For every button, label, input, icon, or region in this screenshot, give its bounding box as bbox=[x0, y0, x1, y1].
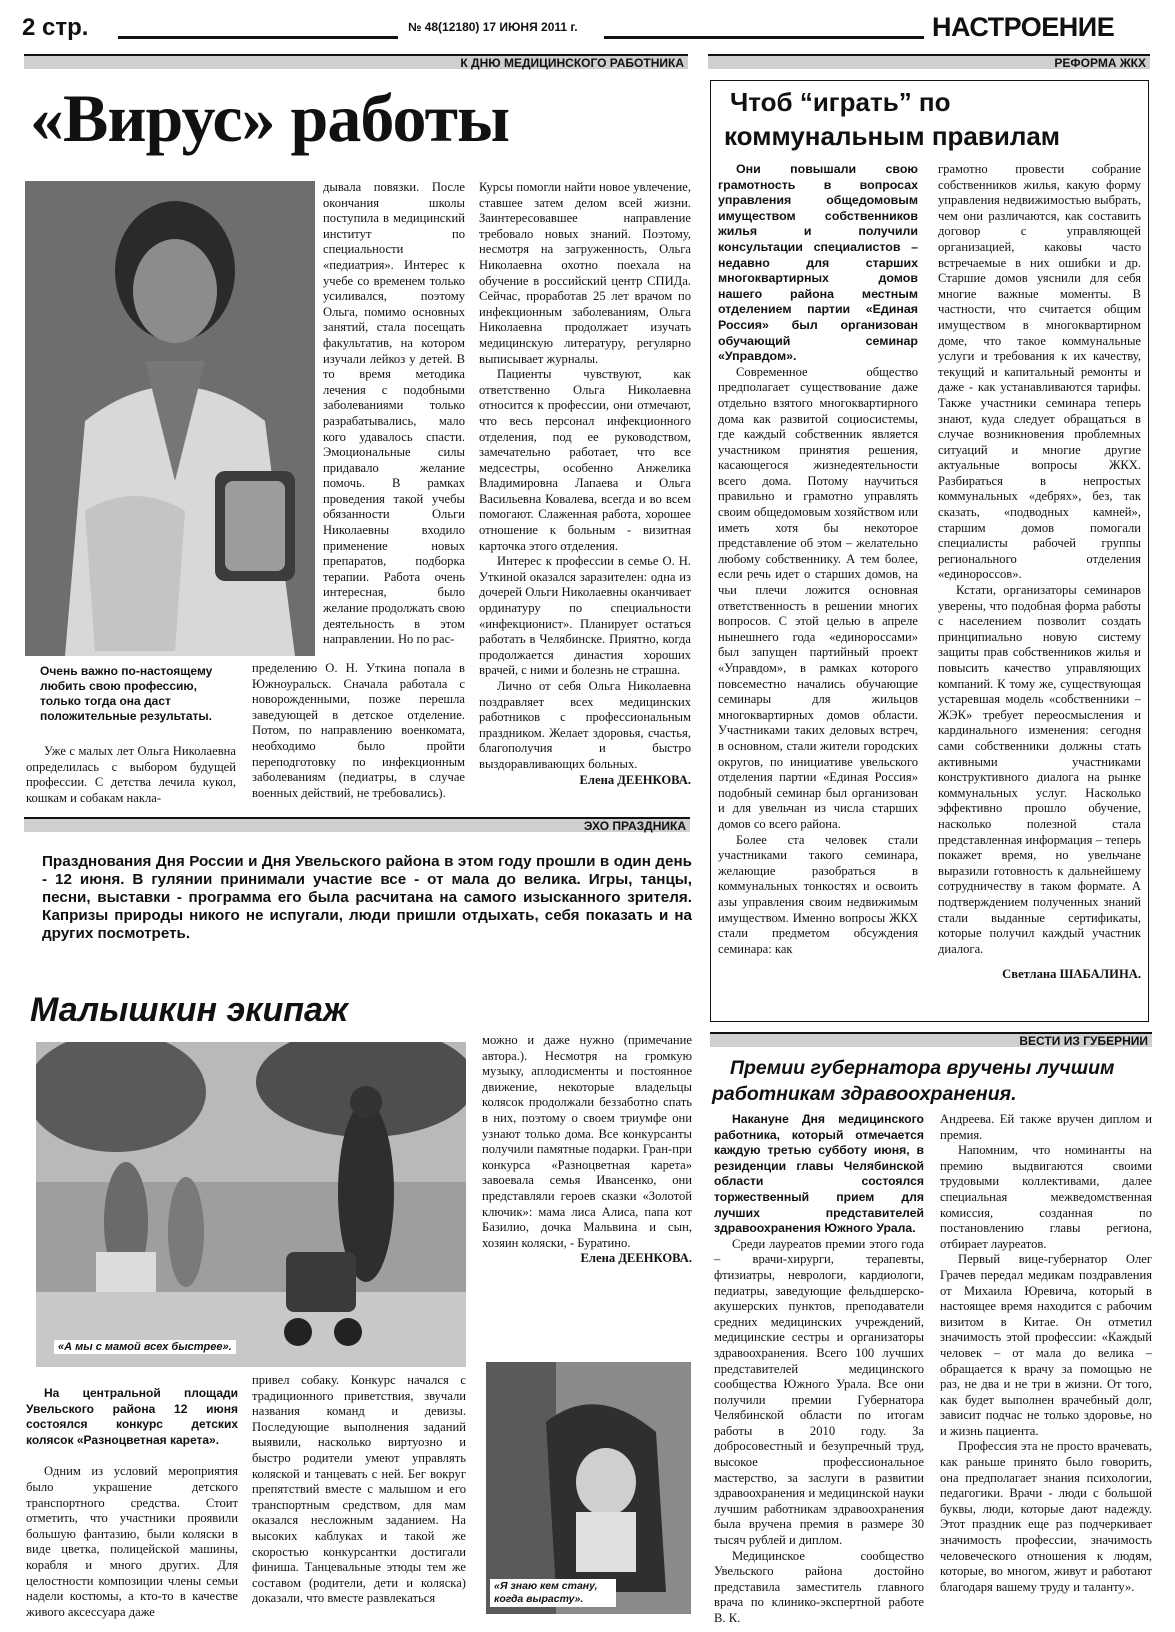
article4-col-top-text: можно и даже нужно (примечание автора.). Несмотря на громкую музыку, аплодисменты и постоянное движение, некоторые владельцы колясок продолжали беззаботно спать в них, поэтому о своем триумфе они узнают только дома. Все конкурсанты получили памятные подарки. Гран-при конкурса «Разноцветная карета» завоевала семья Ивансенко, они представляли героев сказки «Золотой ключик»: мама лиса Алиса, папа кот Базилио, дочка Мальвина и сын, хозяин коляски, - Буратино. bbox=[482, 1033, 692, 1250]
section-title: НАСТРОЕНИЕ bbox=[932, 12, 1115, 42]
article1-col1 bbox=[26, 744, 236, 804]
article1-col3 bbox=[479, 180, 691, 808]
article1-col1-text: Уже с малых лет Ольга Николаевна определилась с выбором будущей профессии. С детства лечила кукол, кошкам и собакам накла- bbox=[26, 744, 236, 804]
governor-title-line2: работникам здравоохранения. bbox=[712, 1083, 1017, 1105]
rubric-housing-reform: РЕФОРМА ЖКХ bbox=[708, 54, 1150, 69]
child-stroller-caption: «Я знаю кем стану, когда вырасту». bbox=[490, 1579, 616, 1607]
article4-title: Малышкин экипаж bbox=[30, 991, 348, 1029]
article1-col3-p1: Курсы помогли найти новое увлечение, ставшее затем делом всей жизни. Заинтересовавшее направление требовало новых знаний. Поэтому, несмотря на загруженность, Ольга Николаевна охотно поехала на обучение в российский центр СПИДа. Сейчас, проработав 25 лет врачом по инфекционным заболеваниям, Ольга Николаевна продолжает изучать медицинскую литературу, регулярно выписывает журналы. bbox=[479, 180, 691, 366]
housing-author: Светлана ШАБАЛИНА. bbox=[1002, 967, 1141, 982]
governor-title-line1: Премии губернатора вручены лучшим bbox=[730, 1057, 1115, 1079]
article1-col2b bbox=[252, 661, 465, 803]
article1-title: «Вирус» работы bbox=[30, 80, 510, 156]
stroller-parade-photo bbox=[36, 1042, 466, 1367]
governor-col1-p2: Медицинское сообщество Увельского района достойно представила заместитель главного врача по клинико-экспертной работе В. К. bbox=[714, 1548, 924, 1625]
housing-col2 bbox=[938, 162, 1141, 1014]
governor-col2-p3: Профессия эта не просто врачевать, как раньше принято было говорить, она предполагает знания психологии, педагогики. Врачи - люди с большой буквы, люди, которые дают надежду. Этот праздник еще раз подчеркивает значимость профессии, значимость человеческого отношения к людям, которые, во многом, живут и работают благодаря вашему труду и таланту». bbox=[940, 1439, 1152, 1594]
governor-col2-p2: Первый вице-губернатор Олег Грачев передал медикам поздравления от Михаила Юревича, который в настоящее время находится с рабочим визитом в Китае. Он отметил значимость этой профессии: «Каждый человек – от мала до велика – обращается к врачу за помощью не раз, не два и не три в жизни. От того, как будет выполнен врачебный долг, зависит подчас не только здоровье, но и жизнь пациента. bbox=[940, 1252, 1152, 1438]
doctor-photo bbox=[25, 181, 315, 656]
article1-col3-p2: Пациенты чувствуют, как ответственно Ольга Николаевна относится к профессии, они отмечают, что весь персонал инфекционного отделения, под ее руководством, замечательно работает, что все медсестры, особенно Анжелика Владимировна Лапаева и Ольга Васильевна Ковалева, всегда и во всем помогают. Слаженная работа, хорошее отношение к больным - визитная карточка этого отделения. bbox=[479, 367, 691, 553]
housing-col1-p2: Более ста человек стали участниками такого семинара, желающие разобраться в коммунальных тонкостях и освоить азы управления своим недвижимым имуществом. Именно вопросы ЖКХ стали предметом обсуждения семинара: как bbox=[718, 832, 918, 956]
article1-col3-p3: Интерес к профессии в семье О. Н. Уткиной оказался заразителен: одна из дочерей Ольги Николаевны оканчивает ординатуру по специальности «инфекционист». Планирует остаться работать в Челябинске. Приятно, когда продолжается династия хороших врачей, с ними и болезнь не страшна. bbox=[479, 554, 691, 678]
article1-col2a-text: дывала повязки. После окончания школы поступила в медицинский институт по специальности «педиатрия». Интерес к учебе со временем только усиливался, поэтому Ольга, помимо основных занятий, стала посещать факультатив, на котором изучали лейкоз у детей. В то время методика лечения с подобными заболеваниями только разрабатывались, мало кого удавалось спасти. Эмоциональные силы придавало желание помочь. В рамках проведения такой учебы обязанности Ольги Николаевны входило применение новых препаратов, подборка терапии. Работа очень интересная, было желание продолжать свою деятельность в этом направлении. Но по рас- bbox=[323, 180, 465, 647]
issue-date: № 48(12180) 17 ИЮНЯ 2011 г. bbox=[408, 20, 578, 34]
governor-col2 bbox=[940, 1112, 1152, 1626]
stroller-parade-caption: «А мы с мамой всех быстрее». bbox=[54, 1340, 236, 1354]
article4-col-top bbox=[482, 1033, 692, 1287]
article1-author: Елена ДЕЕНКОВА. bbox=[579, 772, 691, 787]
housing-col2-p1: грамотно провести собрание собственников жилья, какую форму управления недвижимостью выбрать, чем они различаются, как составить договор с управляющей организацией, каковы часто встречаемые в них ошибки и др. Старшие домов уяснили для себя многие важные моменты. В частности, что считается общим имуществом в многоквартирном доме, что такое коммунальные услуги и требования к их качеству, текущий и капитальный ремонты и даже - как устанавливаются тарифы. Также участники семинара теперь знают, куда следует обращаться в случае возникновения проблемных ситуаций и многие другие актуальные вопросы ЖКХ. Разбираться в непростых коммунальных «дебрях», без, так сказать, «подводных камней», старшим домов помогали специалисты рабочей группы регионального отделения «единороссов». bbox=[938, 162, 1141, 582]
holiday-lead: Празднования Дня России и Дня Увельского района в этом году прошли в один день - 12 июня. В гулянии принимали участие все - от мала до велика. Игры, танцы, песни, выставки - программа его была расчитана на самого изысканного зрителя. Капризы природы никого не испугали, люди пришли отдыхать, себя показать и на других посмотреть. bbox=[42, 853, 692, 942]
housing-col1 bbox=[718, 162, 918, 1014]
article4-col2-text: привел собаку. Конкурс начался с традиционного приветствия, звучали названия команд и девизы. Последующие выполнения заданий выявили, насколько виртуозно и быстро родители умеют управлять коляской и танцевать с ней. Бег вокруг препятствий вместе с малышом и его транспортным средством, для мам оказался несложным заданием. На высоких каблуках и такой же скоростью конкурсантки достигали финиша. Танцевальные этюды тем же составом (родители, дети и коляска) доказали, что вместе развлекаться bbox=[252, 1373, 466, 1606]
housing-title-line1: Чтоб “играть” по bbox=[730, 87, 951, 117]
rubric-holiday-echo: ЭХО ПРАЗДНИКА bbox=[24, 817, 690, 832]
page-number: 2 стр. bbox=[22, 14, 89, 41]
article4-col1 bbox=[26, 1386, 238, 1626]
article4-col1-lead: На центральной площади Увельского района 12 июня состоялся конкурс детских колясок «Разноцветная карета». bbox=[26, 1386, 238, 1447]
article1-col2b-text: пределению О. Н. Уткина попала в Южноуральск. Сначала работала с новорожденными, позже перешла заведующей в детское отделение. Потом, по направлению военкомата, необходимо было пройти переподготовку по инфекционным заболеваниям (педиатры, в случае военных действий, не требовались). bbox=[252, 661, 465, 800]
child-stroller-photo bbox=[486, 1362, 691, 1614]
governor-lead: Накануне Дня медицинского работника, который отмечается каждую третью субботу июня, в резиденции главы Челябинской области состоялся торжественный прием для лучших представителей здравоохранения Южного Урала. bbox=[714, 1112, 924, 1236]
governor-col2-p0: Андреева. Ей также вручен диплом и премия. bbox=[940, 1112, 1152, 1142]
governor-col2-p1: Напомним, что номинанты на премию выдвигаются своими трудовыми коллективами, далее специальная межведомственная комиссия, созданная по постановлению главы региона, отбирает лауреатов. bbox=[940, 1143, 1152, 1251]
header-rule-left bbox=[118, 36, 398, 39]
housing-lead: Они повышали свою грамотность в вопросах управления общедомовым имуществом собственников жилья и получили консультации специалистов – недавно для старших многоквартирных домов нашего района местным отделением партии «Единая Россия» был организован обучающий семинар «Управдом». bbox=[718, 162, 918, 364]
rubric-medical-day: К ДНЮ МЕДИЦИНСКОГО РАБОТНИКА bbox=[24, 54, 688, 69]
housing-col1-p1: Современное общество предполагает существование даже отдельно взятого многоквартирного дома как развитой социосистемы, где каждый собственник является участником принятия решения, касающегося жизнедеятельности всего дома. Потому научиться правильно и грамотно управлять своим общедомовым хозяйством или иметь хотя бы некоторое представление об этом – желательно любому собственнику. А тем более, если речь идет о старших домов, на чьи плечи ложится основная ответственность в решении многих вопросов. С этой целью в апреле нынешнего года «единороссами» был запущен партийный проект «Управдом», в рамках которого повсеместно начались обучающие семинары для жильцов многоквартирных домов области. Участниками таких деловых встреч, в основном, стали жители городских округов, по инициативе увельского отделения партии «Единая Россия» подобный семинар был организован и для увельчан из числа старших домов со всего района. bbox=[718, 364, 918, 831]
article1-col2a bbox=[323, 180, 465, 654]
article4-author: Елена ДЕЕНКОВА. bbox=[580, 1251, 692, 1266]
article1-col3-p4: Лично от себя Ольга Николаевна поздравляет всех медицинских работников с профессиональным праздником. Желает здоровья, счастья, благополучия и быстро выздоравливающих больных. bbox=[479, 679, 691, 771]
doctor-photo-caption: Очень важно по-настоящему любить свою профессию, только тогда она даст положительные результаты. bbox=[40, 664, 213, 723]
governor-col1 bbox=[714, 1112, 924, 1626]
article4-col1-text: Одним из условий мероприятия было украшение детского транспортного средства. Стоит отметить, что участники проявили большую фантазию, были коляски в виде цветка, полицейской машины, корабля и много других. Для целостности композиции члены семьи надели костюмы, а кто-то в качестве живого аксессуара даже bbox=[26, 1464, 238, 1619]
housing-col2-p2: Кстати, организаторы семинаров уверены, что подобная форма работы с населением позволит создать принципиально новую систему защиты прав собственников жилья и повысить качество управляющих компаний. К тому же, существующая устаревшая модель «собственники – ЖЭК» требует переосмысления и кардинального изменения: сегодня сами собственники должны стать активными участниками конструктивного диалога на рынке коммунальных услуг. Насколько эффективно прошло обучение, насколько полезной стала представленная информация – теперь покажет время, но увельчане выразили готовность к дальнейшему сотрудничеству в таком формате. А подтверждением полученных знаний стали выданные сертификаты, которые получил каждый участник диалога. bbox=[938, 583, 1141, 956]
housing-title-line2: коммунальным правилам bbox=[724, 121, 1061, 151]
header-rule-right bbox=[604, 36, 924, 39]
rubric-governorate-news: ВЕСТИ ИЗ ГУБЕРНИИ bbox=[710, 1032, 1152, 1047]
article4-col2 bbox=[252, 1373, 466, 1628]
governor-col1-p1: Среди лауреатов премии этого года – врачи-хирурги, терапевты, фтизиатры, неврологи, кардиологи, педиатры, заведующие фельдшерско-акушерских пунктов, преподаватели средних медицинских учреждений, медицинские сестры и организаторы здравоохранения. Всего 100 лучших представителей медицинского сообщества Южного Урала. Все они получили премии Губернатора Челябинской области по итогам работы в 2010 году. За добросовестный и безупречный труд, высокое профессиональное мастерство, за заслуги в развитии здравоохранения и медицинской науки лучшим работникам здравоохранения была вручена премия в размере 30 тысяч рублей и диплом. bbox=[714, 1236, 924, 1548]
